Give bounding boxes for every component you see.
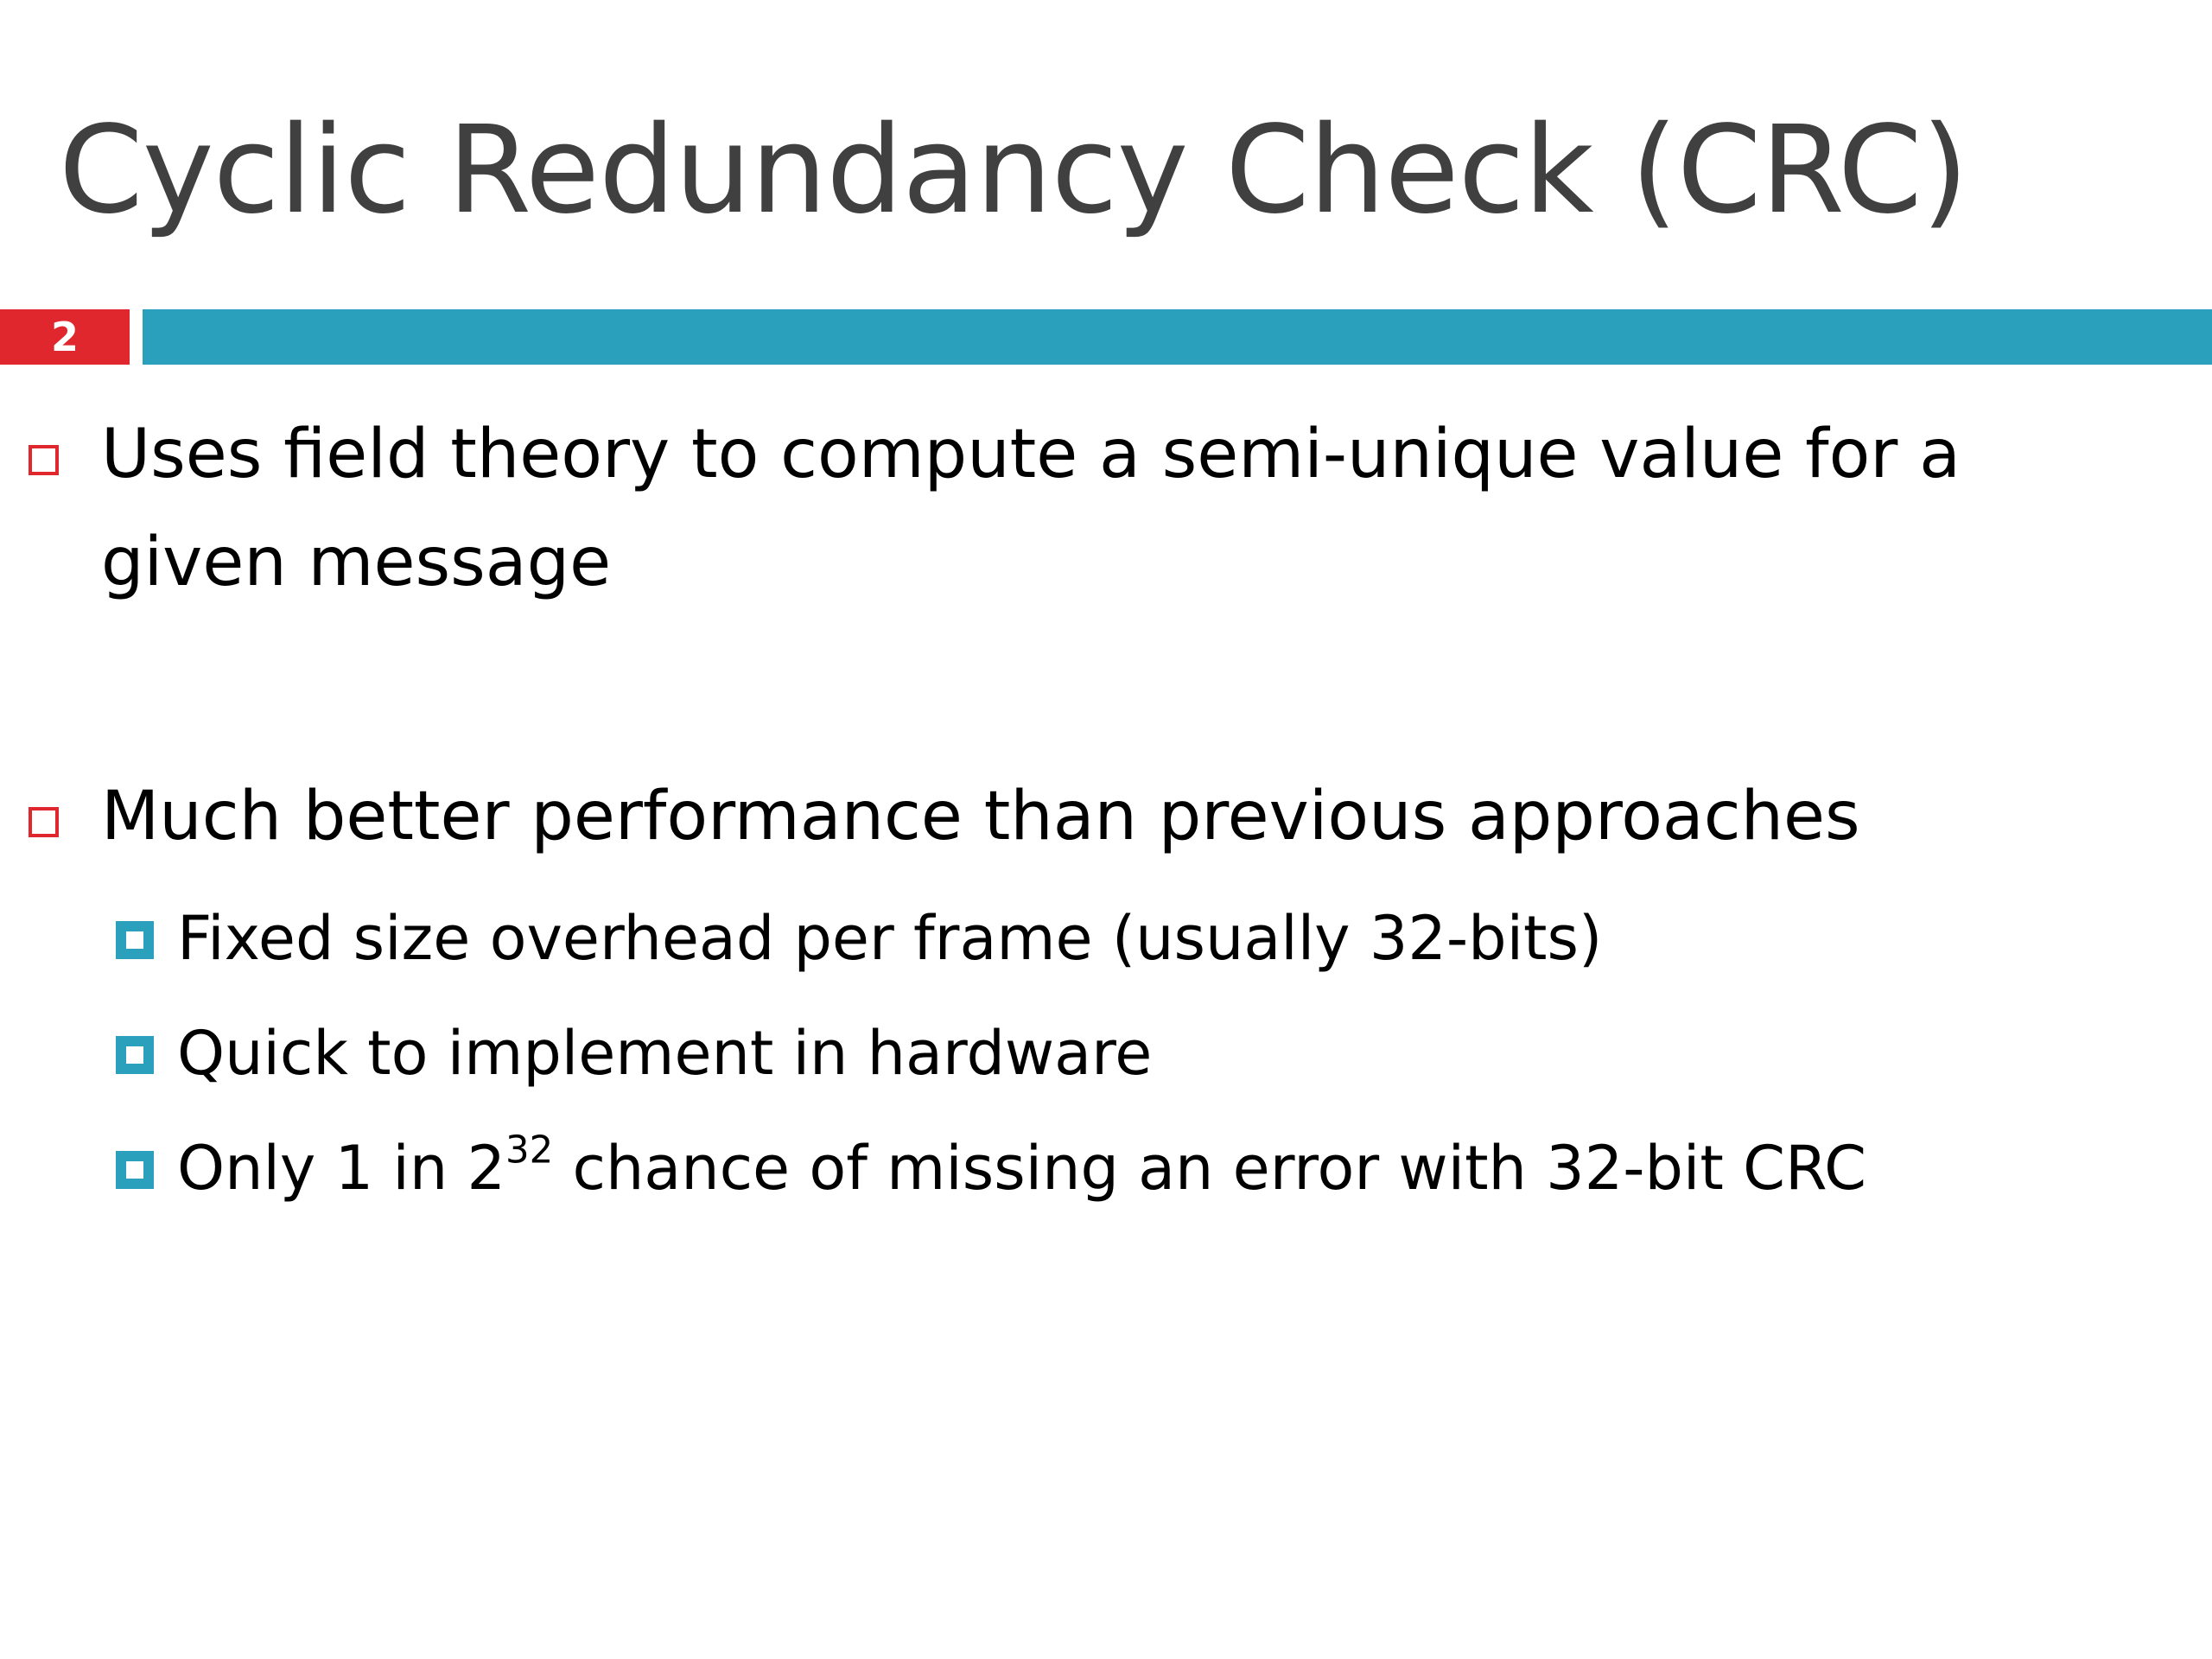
sub-bullet-3-text	[177, 1128, 1866, 1204]
bullet-2-text: Much better performance than previous approaches	[101, 778, 1860, 855]
sub-bullet-square-icon	[116, 921, 154, 959]
bullet-square-icon	[29, 445, 59, 475]
title-accent-bar	[143, 309, 2212, 365]
sub-bullet-3-exponent: 32	[505, 1128, 554, 1173]
sub-bullet-1-text: Fixed size overhead per frame (usually 32-bits)	[177, 903, 1603, 974]
bullet-square-icon	[29, 807, 59, 837]
sub-bullet-2-text: Quick to implement in hardware	[177, 1018, 1153, 1089]
slide-number: 2	[50, 314, 79, 360]
sub-bullet-square-icon	[116, 1151, 154, 1189]
bullet-1-line-1: Uses field theory to compute a semi-unique value for a	[101, 416, 1961, 493]
sub-bullet-3-text-pre: Only 1 in 2	[177, 1133, 505, 1204]
slide-title: Cyclic Redundancy Check (CRC)	[59, 100, 1968, 241]
bullet-1-line-2: given message	[101, 524, 612, 601]
sub-bullet-square-icon	[116, 1036, 154, 1074]
sub-bullet-3-text-post: chance of missing an error with 32-bit CRC	[553, 1133, 1866, 1204]
